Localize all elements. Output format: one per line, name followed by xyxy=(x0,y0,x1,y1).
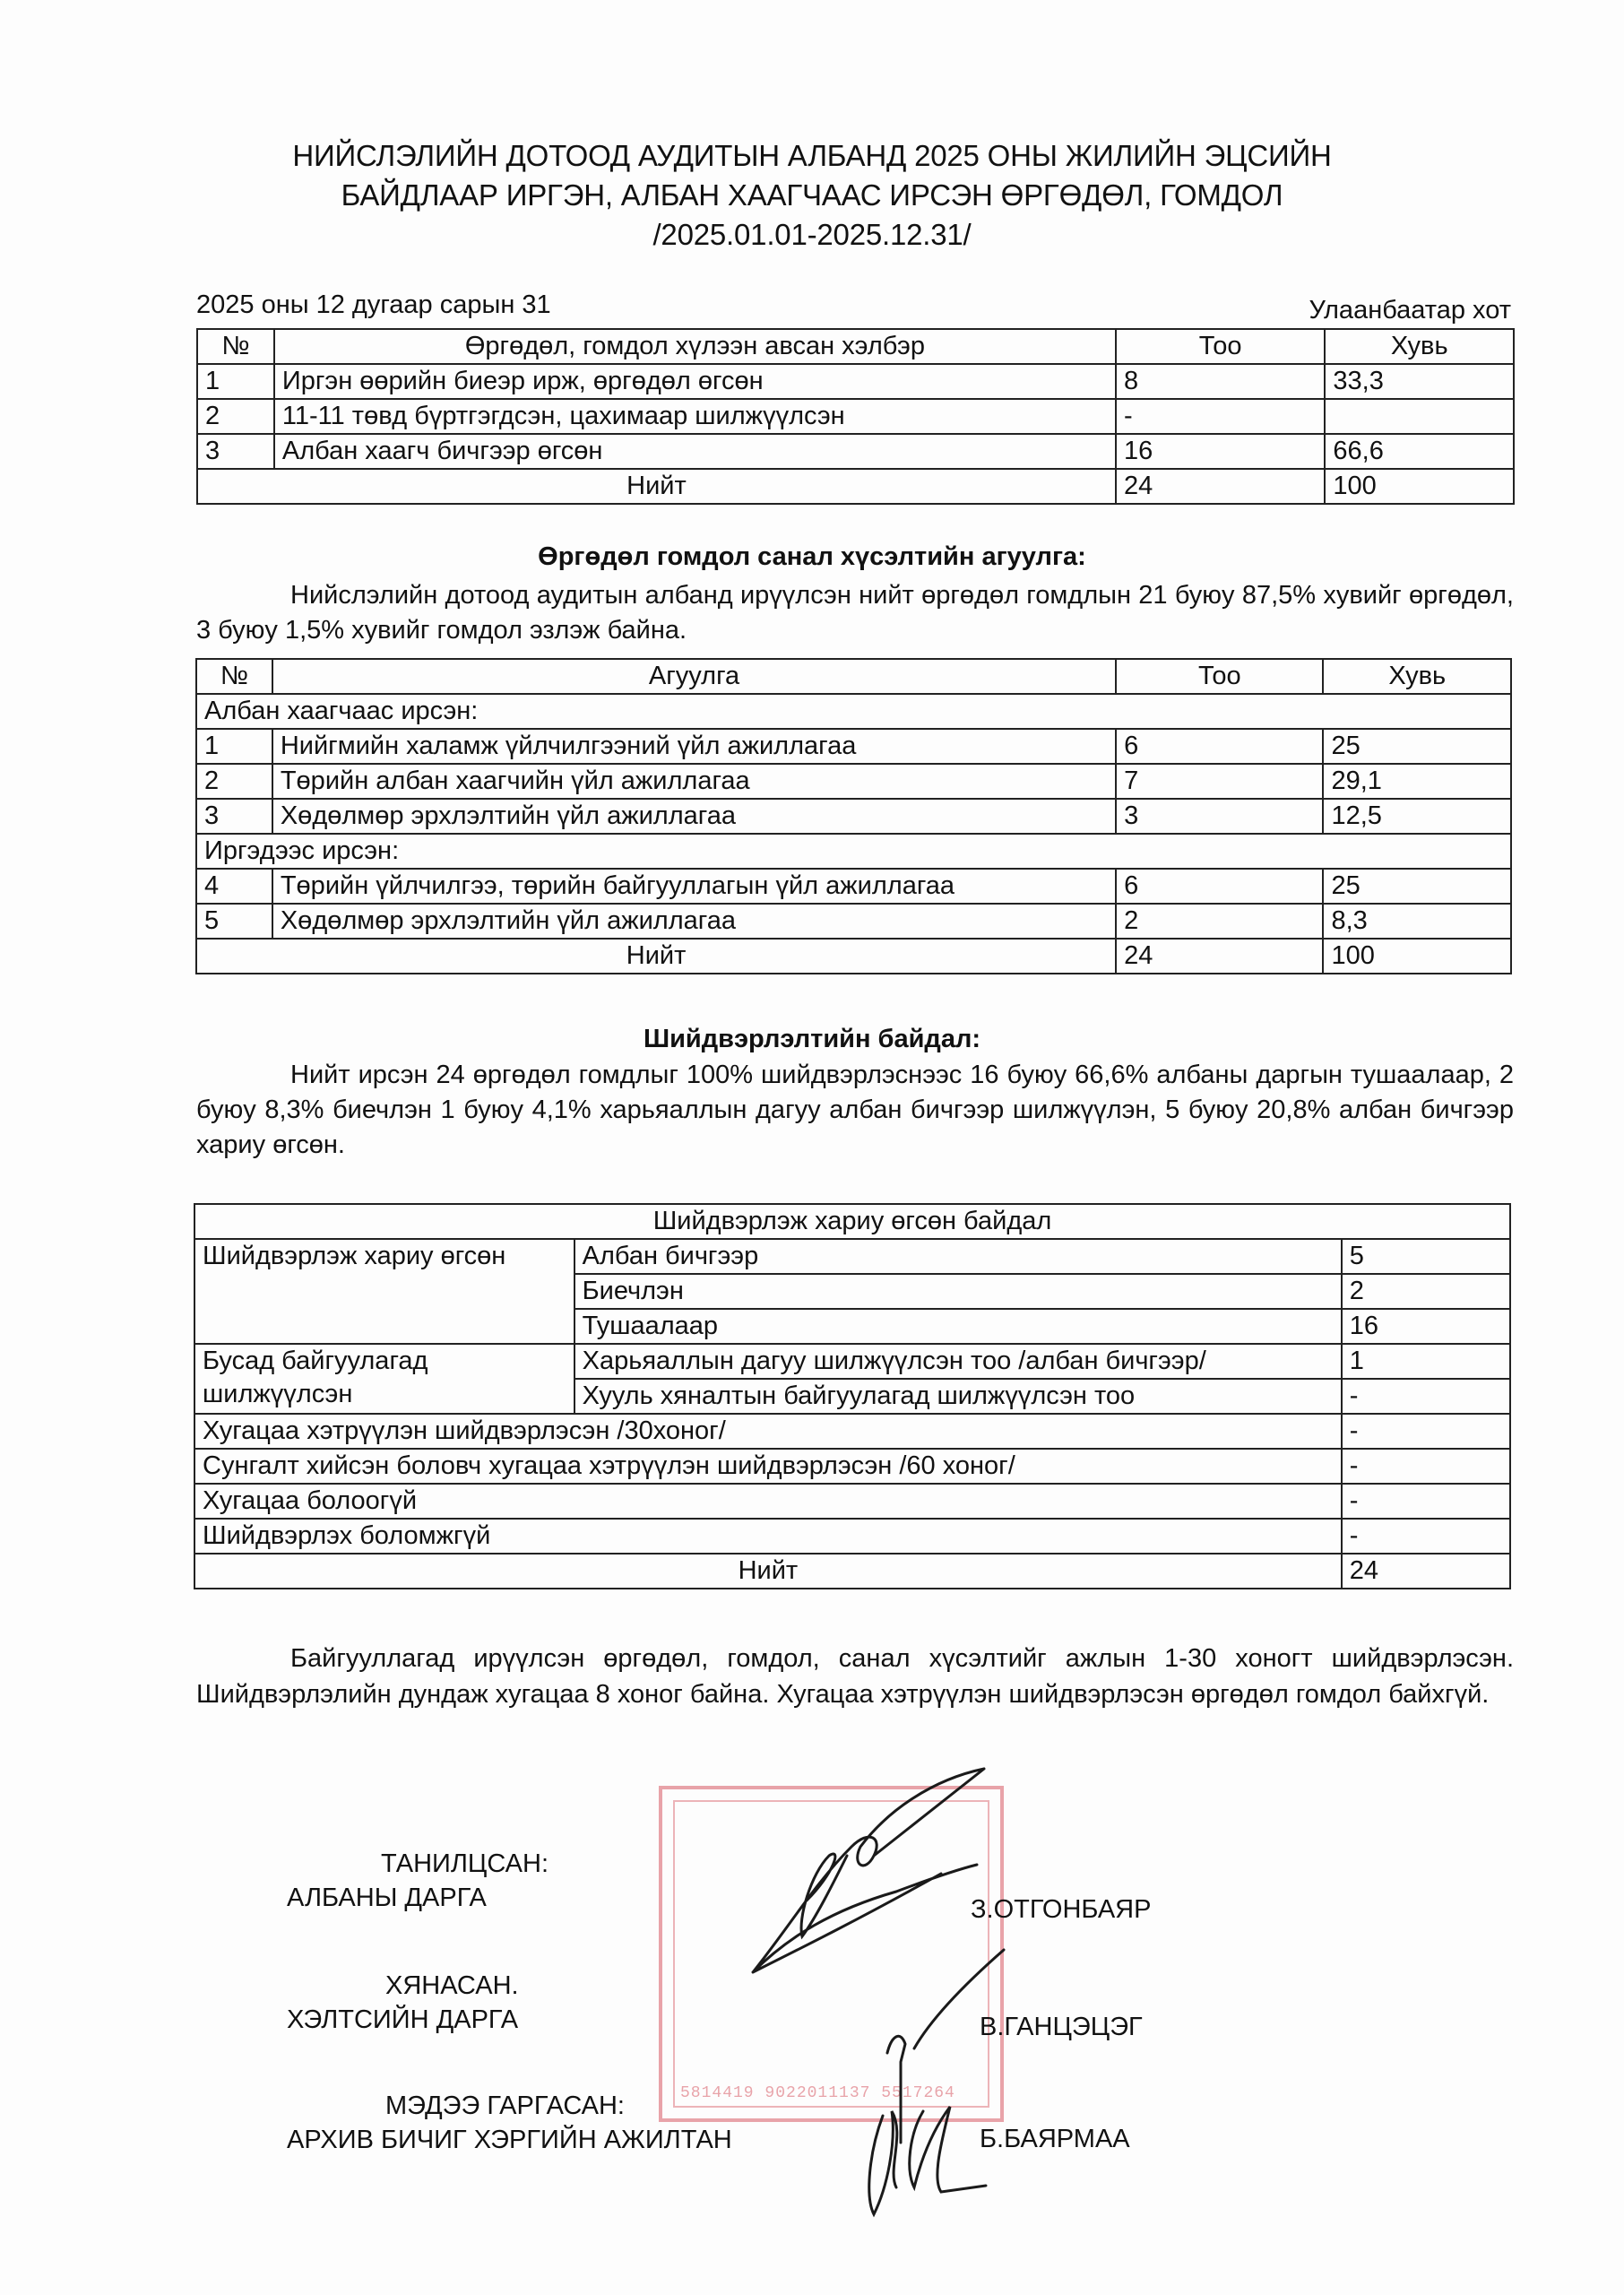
total-row xyxy=(194,1554,1510,1589)
row-value: 1 xyxy=(1342,1344,1510,1379)
row-value: - xyxy=(1342,1379,1510,1414)
title-date-range: /2025.01.01-2025.12.31/ xyxy=(652,218,972,251)
total-count: 24 xyxy=(1116,939,1323,974)
header-percent: Хувь xyxy=(1325,329,1514,364)
table-row xyxy=(194,1449,1510,1484)
row-count: 3 xyxy=(1116,799,1323,834)
row-value: - xyxy=(1342,1484,1510,1519)
table-caption-row xyxy=(194,1204,1510,1239)
row-percent: 25 xyxy=(1323,869,1511,904)
row-value: 5 xyxy=(1342,1239,1510,1274)
row-value: 2 xyxy=(1342,1274,1510,1309)
total-row xyxy=(196,939,1511,974)
signature-1-name: З.ОТГОНБАЯР xyxy=(971,1895,1152,1924)
header-content: Агуулга xyxy=(272,659,1116,694)
total-percent: 100 xyxy=(1323,939,1511,974)
signature-2-name: В.ГАНЦЭЦЭГ xyxy=(980,2013,1143,2041)
title-line-1: НИЙСЛЭЛИЙН ДОТООД АУДИТЫН АЛБАНД 2025 ОНЫ ЖИЛИЙН ЭЦСИЙН xyxy=(292,139,1332,172)
signature-3-action: МЭДЭЭ ГАРГАСАН: xyxy=(385,2091,625,2120)
row-label: Харьяаллын дагуу шилжүүлсэн тоо /албан бичгээр/ xyxy=(574,1344,1342,1379)
table-header-row xyxy=(197,329,1514,364)
row-no: 5 xyxy=(196,904,272,939)
header-percent: Хувь xyxy=(1323,659,1511,694)
row-label: Хугацаа болоогүй xyxy=(194,1484,1342,1519)
row-label: Сунгалт хийсэн боловч хугацаа хэтрүүлэн шийдвэрлэсэн /60 хоног/ xyxy=(194,1449,1342,1484)
row-percent xyxy=(1325,399,1514,434)
total-count: 24 xyxy=(1116,469,1325,504)
row-percent: 29,1 xyxy=(1323,764,1511,799)
signature-3-position: АРХИВ БИЧИГ ХЭРГИЙН АЖИЛТАН xyxy=(287,2126,732,2154)
stamp-registration-number: 5814419 9022011137 5517264 xyxy=(680,2084,955,2102)
header-no: № xyxy=(197,329,274,364)
row-label: Хууль хяналтын байгуулагад шилжүүлсэн тоо xyxy=(574,1379,1342,1414)
official-stamp xyxy=(659,1786,1004,2122)
total-label: Нийт xyxy=(196,939,1116,974)
row-no: 3 xyxy=(196,799,272,834)
header-count: Тоо xyxy=(1116,329,1325,364)
row-label: Төрийн үйлчилгээ, төрийн байгууллагын үйл ажиллагаа xyxy=(272,869,1116,904)
table-row xyxy=(194,1239,1510,1274)
table-row xyxy=(194,1344,1510,1379)
row-label: Хөдөлмөр эрхлэлтийн үйл ажиллагаа xyxy=(272,904,1116,939)
total-row xyxy=(197,469,1514,504)
row-percent: 33,3 xyxy=(1325,364,1514,399)
content-section-paragraph xyxy=(196,578,1514,648)
row-value: - xyxy=(1342,1519,1510,1554)
signature-2-position: ХЭЛТСИЙН ДАРГА xyxy=(287,2005,519,2034)
header-count: Тоо xyxy=(1116,659,1323,694)
row-no: 2 xyxy=(197,399,274,434)
row-percent: 12,5 xyxy=(1323,799,1511,834)
table-row xyxy=(194,1519,1510,1554)
table-row xyxy=(196,764,1511,799)
group-label-resolved: Шийдвэрлэж хариу өгсөн xyxy=(194,1239,574,1344)
row-label: Шийдвэрлэх боломжгүй xyxy=(194,1519,1342,1554)
row-label: Нийгмийн халамж үйлчилгээний үйл ажиллагаа xyxy=(272,729,1116,764)
table-header-row xyxy=(196,659,1511,694)
table-row xyxy=(194,1484,1510,1519)
row-no: 4 xyxy=(196,869,272,904)
row-percent: 8,3 xyxy=(1323,904,1511,939)
row-label: Хугацаа хэтрүүлэн шийдвэрлэсэн /30хоног/ xyxy=(194,1414,1342,1449)
resolution-section-heading: Шийдвэрлэлтийн байдал: xyxy=(643,1025,981,1053)
signature-1-position: АЛБАНЫ ДАРГА xyxy=(287,1884,487,1912)
resolution-paragraph-text: Нийт ирсэн 24 өргөдөл гомдлыг 100% шийдвэрлэснээс 16 буюу 66,6% албаны даргын тушаалаар, 2 буюу 8,3% биечлэн 1 буюу 4,1% харьяаллын дагуу албан бичгээр шилжүүлэн, 5 буюу 20,8% албан бичгээр хариу өгсөн. xyxy=(196,1061,1514,1159)
row-label: Иргэн өөрийн биеэр ирж, өргөдөл өгсөн xyxy=(274,364,1116,399)
content-paragraph-text: Нийслэлийн дотоод аудитын албанд ирүүлсэн нийт өргөдөл гомдлын 21 буюу 87,5% хувийг өргөдөл, 3 буюу 1,5% хувийг гомдол эзлэж байна. xyxy=(196,581,1514,645)
total-percent: 100 xyxy=(1325,469,1514,504)
row-count: 6 xyxy=(1116,869,1323,904)
row-label: Албан хаагч бичгээр өгсөн xyxy=(274,434,1116,469)
total-value: 24 xyxy=(1342,1554,1510,1589)
group-row xyxy=(196,834,1511,869)
row-count: 2 xyxy=(1116,904,1323,939)
group-label-transferred: Бусад байгуулагад шилжүүлсэн xyxy=(194,1344,574,1414)
total-label: Нийт xyxy=(194,1554,1342,1589)
row-no: 3 xyxy=(197,434,274,469)
row-label: Албан бичгээр xyxy=(574,1239,1342,1274)
row-no: 2 xyxy=(196,764,272,799)
row-label: Биечлэн xyxy=(574,1274,1342,1309)
group-label-citizens: Иргэдээс ирсэн: xyxy=(196,834,1511,869)
closing-paragraph-text: Байгууллагад ирүүлсэн өргөдөл, гомдол, санал хүсэлтийг ажлын 1-30 хоногт шийдвэрлэсэн. Шийдвэрлэлийн дундаж хугацаа 8 хоног байна. Хугацаа хэтрүүлэн шийдвэрлэсэн өргөдөл гомдол байхгүй. xyxy=(196,1644,1514,1709)
closing-paragraph xyxy=(196,1641,1514,1712)
group-row xyxy=(196,694,1511,729)
stamp-inner-border xyxy=(673,1800,989,2108)
row-value: - xyxy=(1342,1449,1510,1484)
document-city: Улаанбаатар хот xyxy=(1309,296,1511,325)
resolution-table xyxy=(194,1203,1511,1589)
signature-3-name: Б.БАЯРМАА xyxy=(980,2125,1130,2153)
signature-2-action: ХЯНАСАН. xyxy=(385,1971,519,2000)
content-table xyxy=(195,658,1512,974)
table-row xyxy=(197,434,1514,469)
document-date: 2025 оны 12 дугаар сарын 31 xyxy=(196,290,551,319)
header-no: № xyxy=(196,659,272,694)
row-count: 6 xyxy=(1116,729,1323,764)
row-value: - xyxy=(1342,1414,1510,1449)
row-no: 1 xyxy=(197,364,274,399)
row-label: Тушаалаар xyxy=(574,1309,1342,1344)
header-method: Өргөдөл, гомдол хүлээн авсан хэлбэр xyxy=(274,329,1116,364)
row-count: - xyxy=(1116,399,1325,434)
title-line-2: БАЙДЛААР ИРГЭН, АЛБАН ХААГЧААС ИРСЭН ӨРГӨДӨЛ, ГОМДОЛ xyxy=(341,178,1283,212)
row-label: 11-11 төвд бүртгэгдсэн, цахимаар шилжүүлсэн xyxy=(274,399,1116,434)
row-count: 8 xyxy=(1116,364,1325,399)
table-row xyxy=(197,364,1514,399)
row-percent: 66,6 xyxy=(1325,434,1514,469)
table-row xyxy=(196,729,1511,764)
content-section-heading: Өргөдөл гомдол санал хүсэлтийн агуулга: xyxy=(538,542,1086,571)
row-value: 16 xyxy=(1342,1309,1510,1344)
signature-3-scribble xyxy=(869,2107,986,2214)
row-label: Төрийн албан хаагчийн үйл ажиллагаа xyxy=(272,764,1116,799)
document-title xyxy=(0,136,1624,255)
row-count: 16 xyxy=(1116,434,1325,469)
total-label: Нийт xyxy=(197,469,1116,504)
resolution-section-paragraph xyxy=(196,1058,1514,1163)
table-row xyxy=(194,1414,1510,1449)
row-count: 7 xyxy=(1116,764,1323,799)
intake-method-table xyxy=(196,328,1515,505)
table-caption: Шийдвэрлэж хариу өгсөн байдал xyxy=(194,1204,1510,1239)
group-label-officials: Албан хаагчаас ирсэн: xyxy=(196,694,1511,729)
table-row xyxy=(196,799,1511,834)
table-row xyxy=(196,869,1511,904)
row-no: 1 xyxy=(196,729,272,764)
signature-1-action: ТАНИЛЦСАН: xyxy=(381,1849,549,1878)
table-row xyxy=(197,399,1514,434)
table-row xyxy=(196,904,1511,939)
row-label: Хөдөлмөр эрхлэлтийн үйл ажиллагаа xyxy=(272,799,1116,834)
row-percent: 25 xyxy=(1323,729,1511,764)
